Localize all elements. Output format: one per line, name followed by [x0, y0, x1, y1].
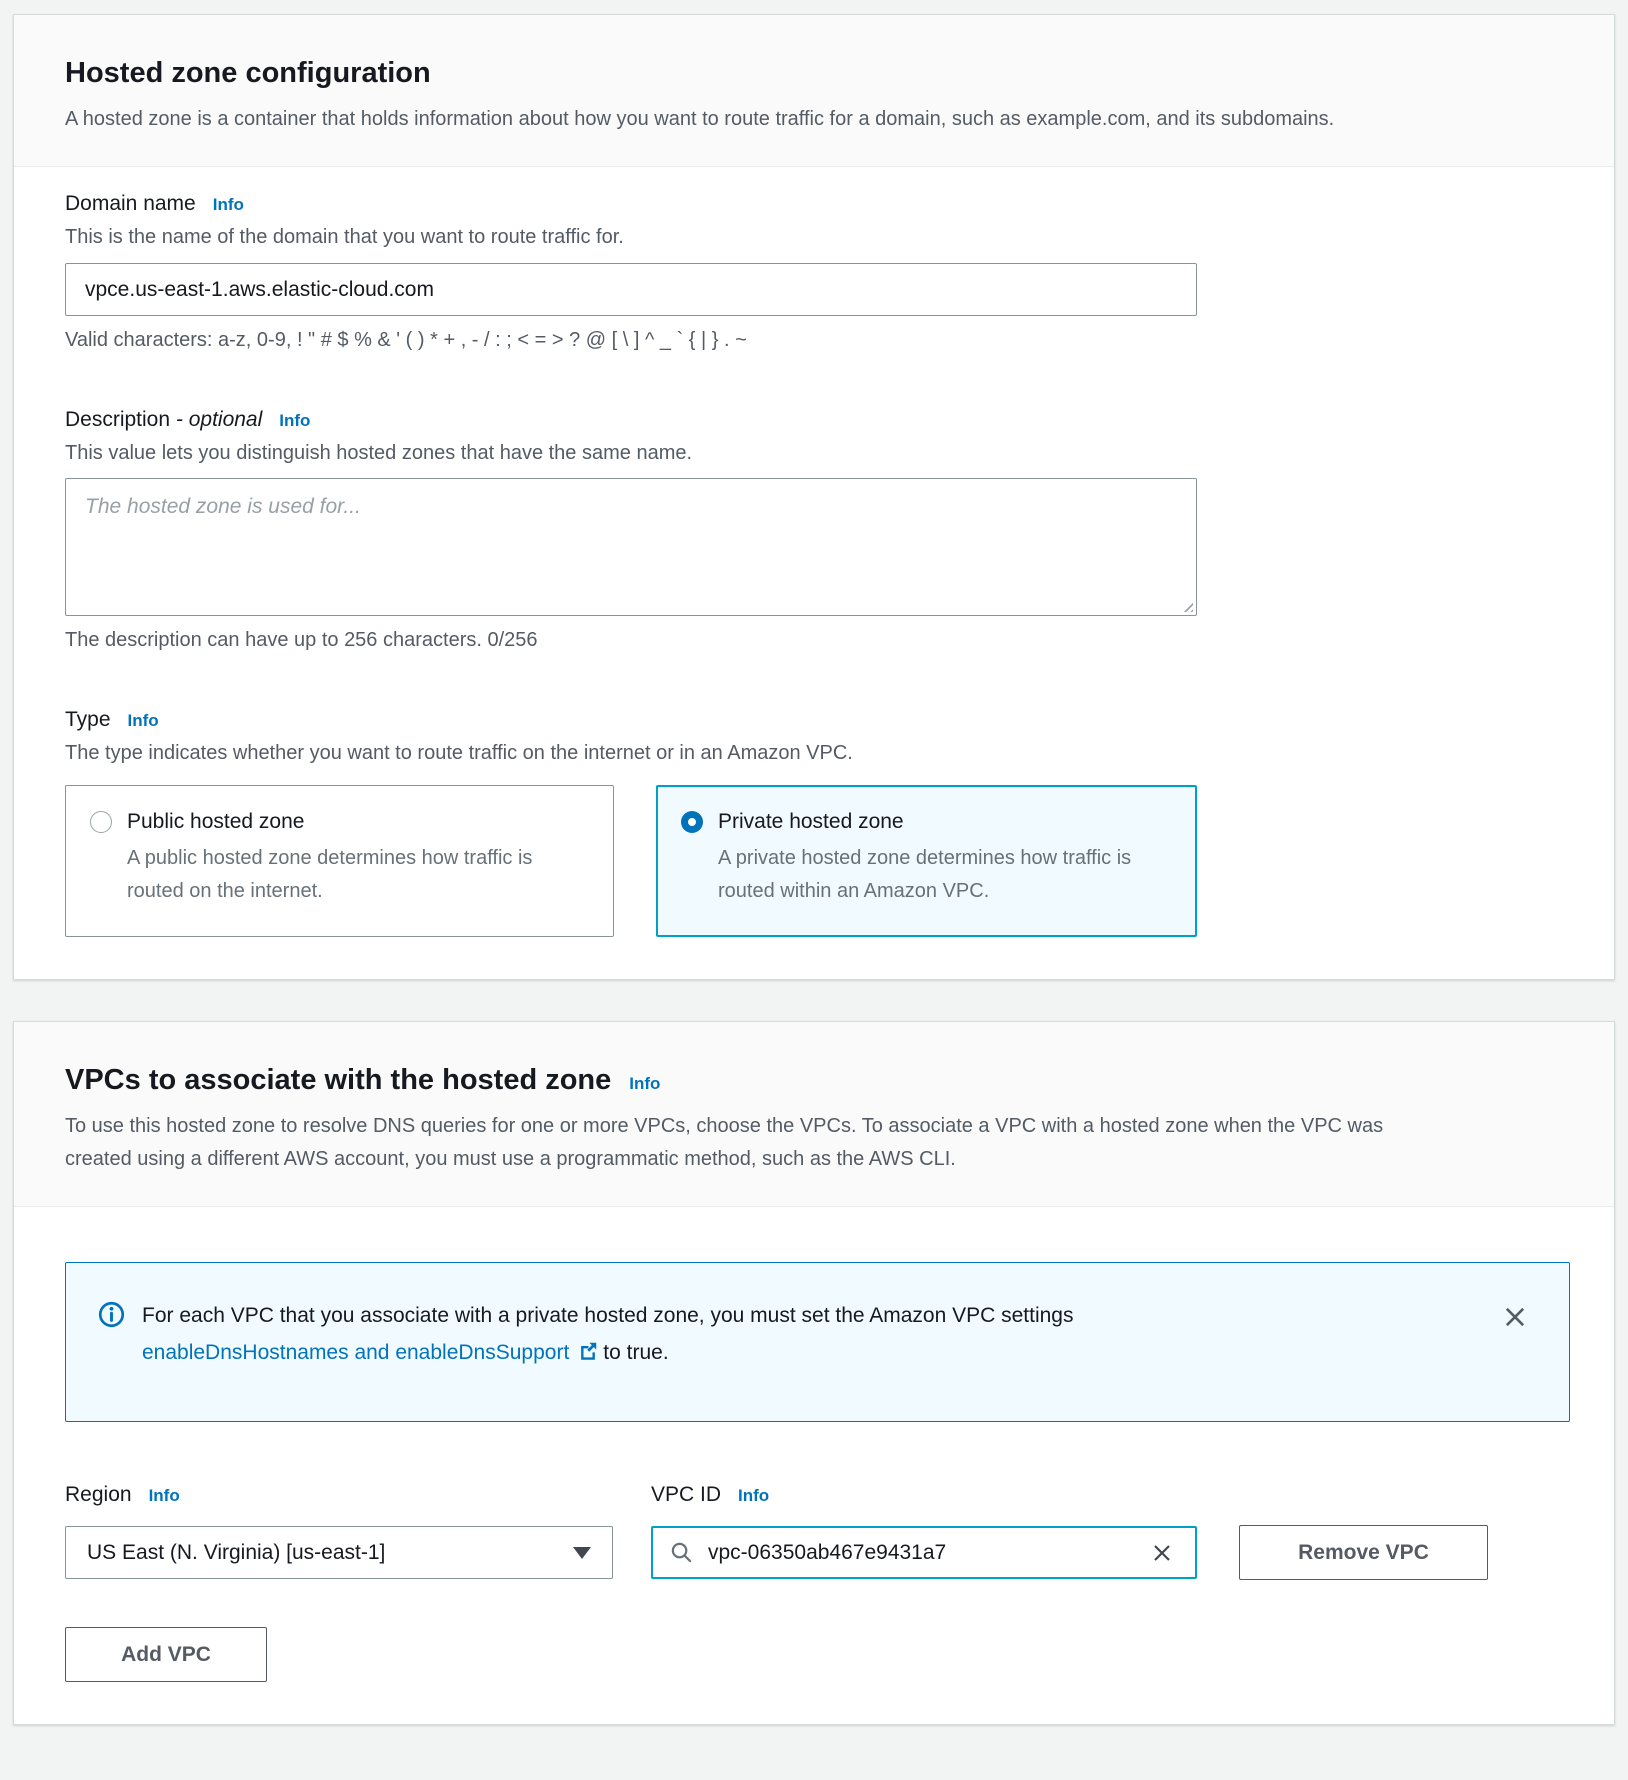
private-hosted-zone-option[interactable]	[656, 785, 1197, 937]
description-field	[65, 405, 1570, 653]
description-optional-suffix: - optional	[175, 408, 263, 431]
hosted-zone-panel-title: Hosted zone configuration	[65, 57, 431, 89]
region-column	[65, 1480, 613, 1579]
hosted-zone-configuration-panel	[13, 14, 1615, 980]
vpc-panel-description: To use this hosted zone to resolve DNS queries for one or more VPCs, choose the VPCs. To associate a VPC with a hosted zone when the VPC was created using a different AWS account, you must use a programmatic method, such as the AWS CLI.	[65, 1115, 1384, 1170]
vpc-panel-header	[14, 1022, 1614, 1207]
domain-name-help-text: This is the name of the domain that you want to route traffic for.	[65, 226, 624, 248]
vpc-panel-body	[14, 1207, 1614, 1724]
region-select[interactable]	[65, 1526, 613, 1579]
public-hosted-zone-radio-icon[interactable]	[90, 811, 112, 833]
description-info-link[interactable]: Info	[279, 411, 311, 430]
description-character-count-hint: The description can have up to 256 characters. 0/256	[65, 629, 538, 651]
region-info-link[interactable]: Info	[148, 1486, 180, 1505]
region-label: Region	[65, 1483, 132, 1506]
chevron-down-icon	[573, 1547, 591, 1559]
vpc-id-info-link[interactable]: Info	[738, 1486, 770, 1505]
description-help-text: This value lets you distinguish hosted zones that have the same name.	[65, 442, 693, 464]
public-hosted-zone-description: A public hosted zone determines how traffic is routed on the internet.	[127, 847, 533, 902]
vpc-panel-info-link[interactable]: Info	[629, 1074, 661, 1093]
type-label: Type	[65, 708, 111, 731]
private-hosted-zone-title: Private hosted zone	[718, 810, 904, 833]
hosted-zone-panel-body	[14, 167, 1614, 979]
domain-name-info-link[interactable]: Info	[212, 195, 244, 214]
vpc-association-row	[65, 1480, 1570, 1579]
add-vpc-button[interactable]: Add VPC	[65, 1627, 267, 1682]
enable-dns-settings-link[interactable]: enableDnsHostnames and enableDnsSupport	[142, 1341, 570, 1364]
vpc-settings-info-alert	[65, 1262, 1570, 1422]
type-field	[65, 705, 1570, 937]
info-circle-icon	[98, 1301, 125, 1333]
public-hosted-zone-option[interactable]	[65, 785, 614, 937]
alert-message	[142, 1297, 1480, 1374]
domain-name-valid-characters-hint: Valid characters: a-z, 0-9, ! " # $ % & ' ( ) * + , - / : ; < = > ? @ [ \ ] ^ _ ` { | } . ~	[65, 329, 747, 351]
region-selected-value: US East (N. Virginia) [us-east-1]	[87, 1540, 386, 1564]
vpc-id-search-field	[651, 1526, 1197, 1579]
search-icon	[670, 1541, 693, 1564]
hosted-zone-panel-header	[14, 15, 1614, 167]
description-label: Description - optional	[65, 408, 263, 431]
type-help-text: The type indicates whether you want to route traffic on the internet or in an Amazon VPC.	[65, 742, 853, 764]
description-textarea[interactable]	[65, 478, 1197, 616]
vpc-id-label: VPC ID	[651, 1483, 722, 1506]
private-hosted-zone-radio-icon[interactable]	[681, 811, 703, 833]
alert-close-icon[interactable]	[1497, 1299, 1533, 1338]
vpc-panel-title: VPCs to associate with the hosted zone	[65, 1064, 612, 1096]
vpc-id-input[interactable]	[708, 1541, 1131, 1565]
alert-text-after-link: to true.	[603, 1341, 669, 1364]
type-info-link[interactable]: Info	[127, 711, 159, 730]
private-hosted-zone-description: A private hosted zone determines how traffic is routed within an Amazon VPC.	[718, 847, 1132, 902]
type-radio-group	[65, 785, 1570, 937]
remove-vpc-button[interactable]: Remove VPC	[1239, 1525, 1488, 1580]
vpc-id-column	[651, 1480, 1197, 1579]
vpcs-to-associate-panel	[13, 1021, 1615, 1725]
clear-input-icon[interactable]	[1146, 1539, 1178, 1567]
external-link-icon	[577, 1344, 599, 1367]
domain-name-field	[65, 189, 1570, 353]
public-hosted-zone-title: Public hosted zone	[127, 810, 305, 833]
domain-name-input[interactable]	[65, 263, 1197, 316]
hosted-zone-panel-description: A hosted zone is a container that holds information about how you want to route traffic for a domain, such as example.com, and its subdomains.	[65, 108, 1335, 130]
alert-text-before-link: For each VPC that you associate with a private hosted zone, you must set the Amazon VPC settings	[142, 1304, 1074, 1327]
domain-name-label: Domain name	[65, 192, 196, 215]
